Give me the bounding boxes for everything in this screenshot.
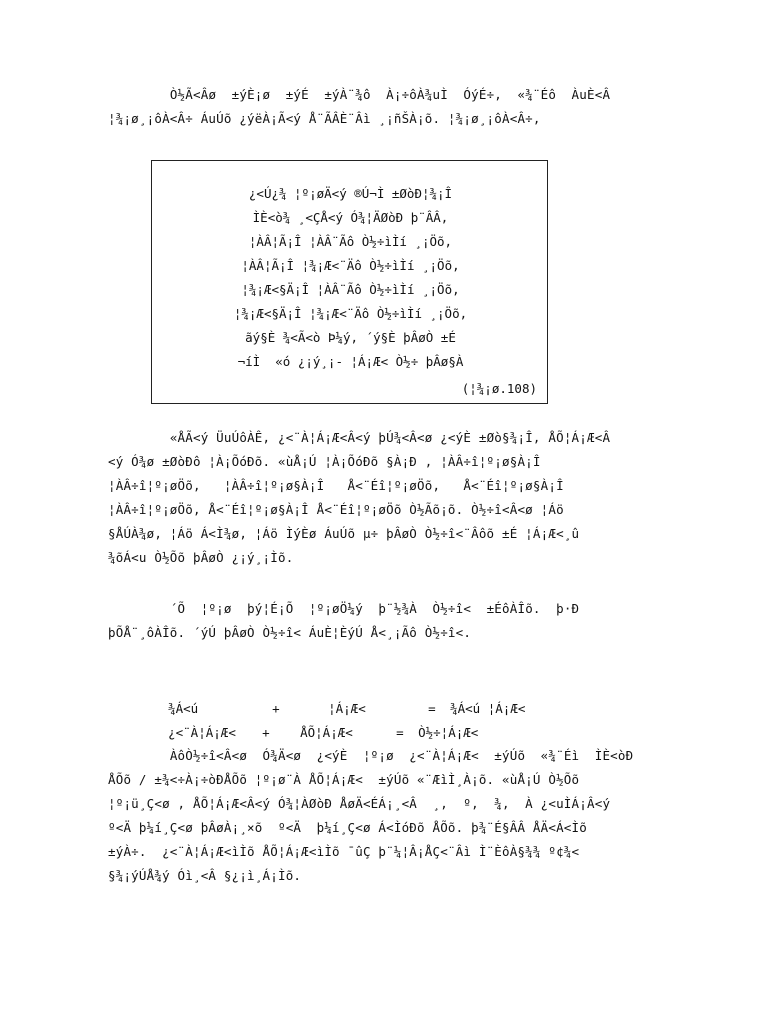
paragraph-intro: Ò½Ã<Âø ±ýÈ¡ø ±ýÉ ±ýÀ¨¾ô À¡÷ôÀ¾uÌ ÓýÉ÷, «¾¨Éô ÀuÈ<Â ¦¾¡ø¸¡ôÀ<Â÷ ÁuÚõ ¿ýëÀ¡Ã<ý Å¨ÃÂÈ¨Âì ¸¡ñŠÀ¡õ. ¦¾¡ø¸¡ôÀ<Â÷, [108, 87, 611, 126]
equation-right: Ò½÷¦Á¡Æ< [418, 725, 479, 740]
verse-line: ÌÈ<ò¾ ¸<ÇÅ<ý Ó¾¦ÄØòÐ þ¨ÂÂ, [252, 210, 449, 225]
equation-mid: ¦Á¡Æ< [328, 701, 366, 716]
equation-equals: = [396, 725, 404, 740]
verse-line: ¦¾¡Æ<§Ä¡Î ¦ÀÂ¨Ãô Ò½÷ìÌí ¸¡Öõ, [241, 282, 460, 297]
equation-mid: ÅÕ¦Á¡Æ< [300, 725, 353, 740]
equation-equals: = [428, 701, 436, 716]
verse-line: ¬íÌ «ó ¿¡ý¸¡- ¦Á¡Æ< Ò½÷ þÂø§À [237, 354, 464, 369]
verse-line: ¦ÀÂ¦Ã¡Î ¦¾¡Æ<¨Äô Ò½÷ìÌí ¸¡Öõ, [241, 258, 460, 273]
paragraph-description: ÀôÒ½÷î<Â<ø Ó¾Ä<ø ¿<ýÈ ¦º¡ø ¿<¨À¦Á¡Æ< ±ýÚõ «¾¨Éì ÌÈ<òÐ ÅÕõ / ±¾<÷À¡÷òÐÅÕõ ¦º¡ø¨À ÅÕ¦Á¡Æ< ±ýÚõ «¨ÆìÌ¸À¡õ. «ùÅ¡Ú Ò½Õõ ¦º¡ü¸Ç<ø , ÅÕ¦Á¡Æ<Â<ý Ó¾¦ÀØòÐ ÅøÄ<ÉÁ¡¸<Â ¸, º, ¾, À ¿<uÌÁ¡Â<ý º<Ä þ¼í¸Ç<ø þÂøÀ¡¸×õ º<Ä þ¼í¸Ç<ø Á<ÌóÐõ ÅÕõ. þ¾¨É§ÂÂ ÅÄ<Á<Ìõ ±ýÀ÷. ¿<¨À¦Á¡Æ<ìÌõ ÅÕ¦Á¡Æ<ìÌõ ¯ûÇ þ¨¼¦Â¡ÅÇ<¨Âì Ì¨ÈôÀ§¾¾ º¢¾< §¾¡ýÚÅ¾ý Óì¸<Â §¿¡ì¸Á¡Ìõ. [108, 748, 634, 883]
equation-plus: + [262, 725, 270, 740]
verse-line: ¿<Ú¿¾ ¦º¡øÄ<ý ®Ú¬Ì ±ØòÐ¦¾¡Î [248, 186, 453, 201]
paragraph-definition: ´Õ ¦º¡ø þý¦É¡Õ ¦º¡øÖ¼ý þ¨½¾À Ò½÷î< ±ÉôÀÎõ. þ·Ð þÕÅ¨¸ôÀÎõ. ´ýÚ þÂøÒ Ò½÷î< ÁuÈ¦ÈýÚ Å<¸¡Ãô Ò½÷î<. [108, 601, 580, 640]
equation-plus: + [272, 701, 280, 716]
verse-box [151, 160, 548, 404]
verse-line: ¦ÀÂ¦Ã¡Î ¦ÀÂ¨Ãô Ò½÷ìÌí ¸¡Öõ, [248, 234, 453, 249]
verse-line: ãý§È ¾<Ã<ò Þ¼ý, ´ý§È þÂøÒ ±É [245, 330, 456, 345]
equation-left: ¾Á<ú [168, 701, 199, 716]
verse-citation: (¦¾¡ø.108) [461, 381, 537, 396]
equation-right: ¾Á<ú ¦Á¡Æ< [450, 701, 526, 716]
verse-line: ¦¾¡Æ<§Ä¡Î ¦¾¡Æ<¨Äô Ò½÷ìÌí ¸¡Öõ, [233, 306, 468, 321]
paragraph-explanation: «ÅÃ<ý ÜuÚôÀÊ, ¿<¨À¦Á¡Æ<Â<ý þÚ¾<Â<ø ¿<ýÈ ±Øò§¾¡Î, ÅÕ¦Á¡Æ<Â <ý Ó¾ø ±ØòÐô ¦À¡ÕóÐõ. «ùÅ¡Ú ¦À¡ÕóÐõ §À¡Ð , ¦ÀÂ÷î¦º¡ø§À¡Î ¦ÀÂ÷î¦º¡øÖõ, ¦ÀÂ÷î¦º¡ø§À¡Î Å<¨Éî¦º¡øÖõ, Å<¨Éî¦º¡ø§À¡Î ¦ÀÂ÷î¦º¡øÖõ, Å<¨Éî¦º¡ø§À¡Î Å<¨Éî¦º¡øÖõ Ò½Ãõ¡õ. Ò½÷î<Â<ø ¦Áö §ÅÚÀ¾ø, ¦Áö Á<Ì¾ø, ¦Áö ÌýÈø ÁuÚõ µ÷ þÂøÒ Ò½÷î<¨Âôõ ±É ¦Á¡Æ<¸û ¾õÁ<u Ò½Õõ þÂøÒ ¿¡ý¸¡Ìõ. [108, 430, 611, 565]
equation-left: ¿<¨À¦Á¡Æ< [168, 725, 236, 740]
